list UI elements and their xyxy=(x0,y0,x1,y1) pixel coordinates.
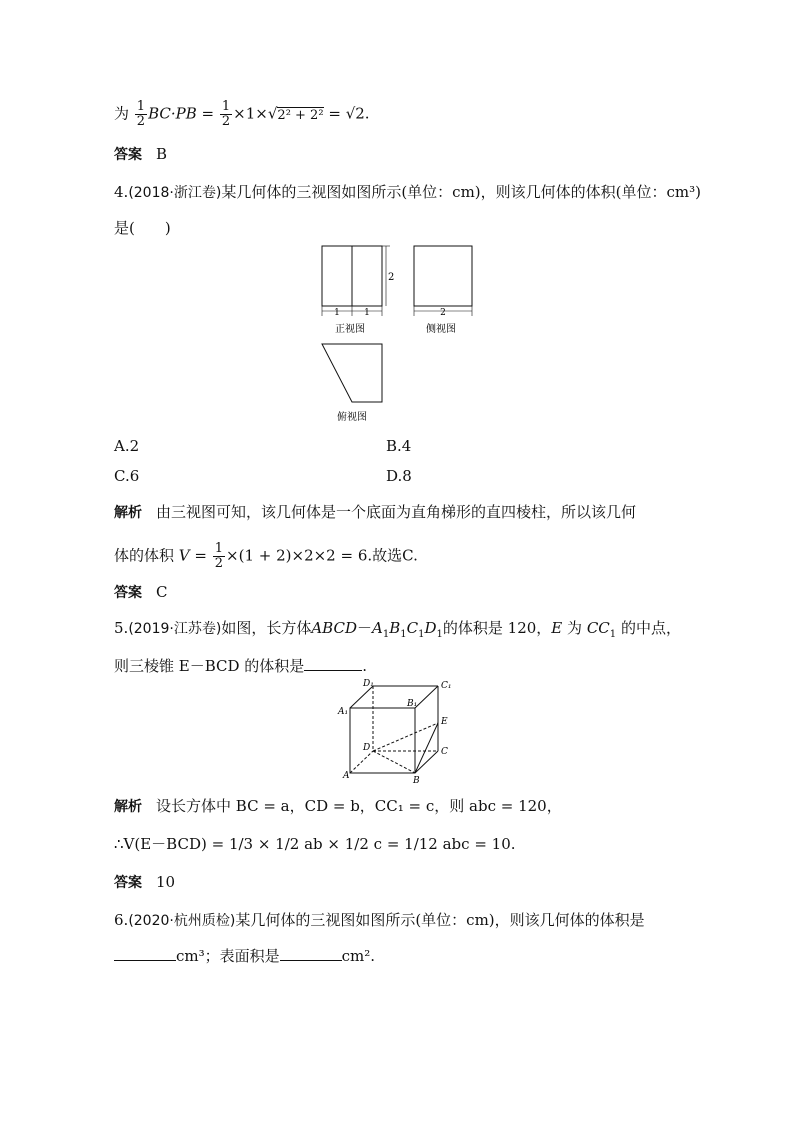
label-e: E xyxy=(441,717,448,727)
dim-height: 2 xyxy=(388,272,395,283)
question-source: (2020·杭州质检) xyxy=(128,913,236,929)
q6-stem-line2 xyxy=(114,946,375,966)
unit-text-2: cm². xyxy=(341,947,376,965)
analysis-text-1: 设长方体中 BC = a，CD = b，CC₁ = c，则 abc = 120， xyxy=(156,797,562,815)
analysis-text-2-post: ×(1 + 2)×2×2 = 6.故选C. xyxy=(226,546,418,565)
q4-stem-line1 xyxy=(114,182,701,203)
answer-blank[interactable] xyxy=(304,656,362,671)
option-b: B.4 xyxy=(386,437,412,455)
dim-1a: 1 xyxy=(334,308,340,318)
question-text-mid2: 为 xyxy=(567,619,583,637)
question-text-line2: 则三棱锥 E－BCD 的体积是 xyxy=(114,657,305,675)
label-d1: D₁ xyxy=(363,679,374,689)
answer-label: 答案 xyxy=(114,875,142,891)
equals-sign: = xyxy=(201,104,215,123)
question-choice-bracket: 是( ) xyxy=(114,219,171,237)
dim-1b: 1 xyxy=(364,308,370,318)
label-c1: C₁ xyxy=(441,681,452,691)
answer-value: C xyxy=(156,583,168,601)
fraction-half: $\frac{1}{2}$ xyxy=(136,99,146,129)
question-number: 6. xyxy=(114,911,129,929)
fraction-half-3: $\frac{1}{2}$ xyxy=(214,541,224,571)
q6-stem-line1 xyxy=(114,910,645,931)
option-c: C.6 xyxy=(114,467,140,485)
question-text: 某几何体的三视图如图所示(单位：cm)，则该几何体的体积(单位：cm³) xyxy=(221,183,702,201)
top-view-label: 俯视图 xyxy=(337,412,367,423)
times-one: ×1× xyxy=(233,104,268,123)
fraction-half-2: $\frac{1}{2}$ xyxy=(221,99,231,129)
result-sqrt2: √2. xyxy=(345,104,370,123)
analysis-text-2-pre: 体的体积 xyxy=(114,546,175,565)
answer-value: B xyxy=(156,145,168,163)
q4-stem-line2 xyxy=(114,218,171,238)
q4-options-row1 xyxy=(114,436,412,456)
label-b: B xyxy=(413,776,420,786)
label-a: A xyxy=(343,771,350,781)
q4-analysis-line1 xyxy=(114,502,636,523)
analysis-text-1: 由三视图可知，该几何体是一个底面为直角梯形的直四棱柱，所以该几何 xyxy=(156,503,637,521)
expr-bc-pb: BC·PB xyxy=(148,104,197,123)
label-b1: B₁ xyxy=(407,699,418,709)
q5-answer-line xyxy=(114,872,175,893)
question-text-pre: 如图，长方体 xyxy=(221,619,312,637)
q4-answer-line xyxy=(114,582,167,603)
question-source: (2019·江苏卷) xyxy=(128,621,222,637)
side-view-label: 侧视图 xyxy=(426,324,456,335)
formula-line-top: 为 $\frac{1}{2}$ BC·PB = $\frac{1}{2}$ ×1×√2² + 2² = √2. xyxy=(114,99,370,129)
volume-answer-blank[interactable] xyxy=(114,946,176,961)
analysis-label: 解析 xyxy=(114,799,142,815)
front-view-label: 正视图 xyxy=(335,324,365,335)
sqrt-content: 2² + 2² xyxy=(277,107,324,123)
top-view xyxy=(322,344,382,423)
question-number: 5. xyxy=(114,619,129,637)
answer-label: 答案 xyxy=(114,147,142,163)
label-a1: A₁ xyxy=(338,707,349,717)
option-d: D.8 xyxy=(386,467,412,485)
q5-stem-line2: 则三棱锥 E－BCD 的体积是 . xyxy=(114,657,368,675)
analysis-text-2: ∴V(E－BCD) = 1/3 × 1/2 ab × 1/2 c = 1/12 abc = 10. xyxy=(114,835,516,853)
q5-analysis-line2 xyxy=(114,834,516,854)
front-view xyxy=(322,246,394,335)
equals-sign-2: = xyxy=(328,104,341,123)
option-a: A.2 xyxy=(114,437,140,455)
q4-analysis-line2: 体的体积 V = $\frac{1}{2}$ ×(1 + 2)×2×2 = 6.故选C. xyxy=(114,541,418,571)
label-d: D xyxy=(363,743,371,753)
q4-three-view-figure xyxy=(310,238,500,428)
question-text-post: 的中点， xyxy=(620,619,681,637)
q3-answer-line xyxy=(114,144,167,165)
answer-value: 10 xyxy=(156,873,176,891)
q5-stem-line1: 5.(2019·江苏卷)如图，长方体$ABCD-A_1B_1C_1D_1$的体积是 120，E 为 $CC_1$ 的中点， xyxy=(114,619,681,640)
q4-options-row2 xyxy=(114,466,412,486)
q5-analysis-line1 xyxy=(114,796,562,817)
prefix-text: 为 xyxy=(114,104,130,123)
answer-label: 答案 xyxy=(114,585,142,601)
question-text-mid: 的体积是 120， xyxy=(442,619,552,637)
surface-answer-blank[interactable] xyxy=(280,946,342,961)
dim-2: 2 xyxy=(440,308,446,318)
question-number: 4. xyxy=(114,183,129,201)
question-text: 某几何体的三视图如图所示(单位：cm)，则该几何体的体积是 xyxy=(235,911,645,929)
analysis-label: 解析 xyxy=(114,505,142,521)
label-c: C xyxy=(441,747,448,757)
q5-cuboid-figure xyxy=(335,678,465,788)
unit-text-1: cm³；表面积是 xyxy=(176,947,280,965)
side-view xyxy=(414,246,472,335)
question-source: (2018·浙江卷) xyxy=(128,185,222,201)
